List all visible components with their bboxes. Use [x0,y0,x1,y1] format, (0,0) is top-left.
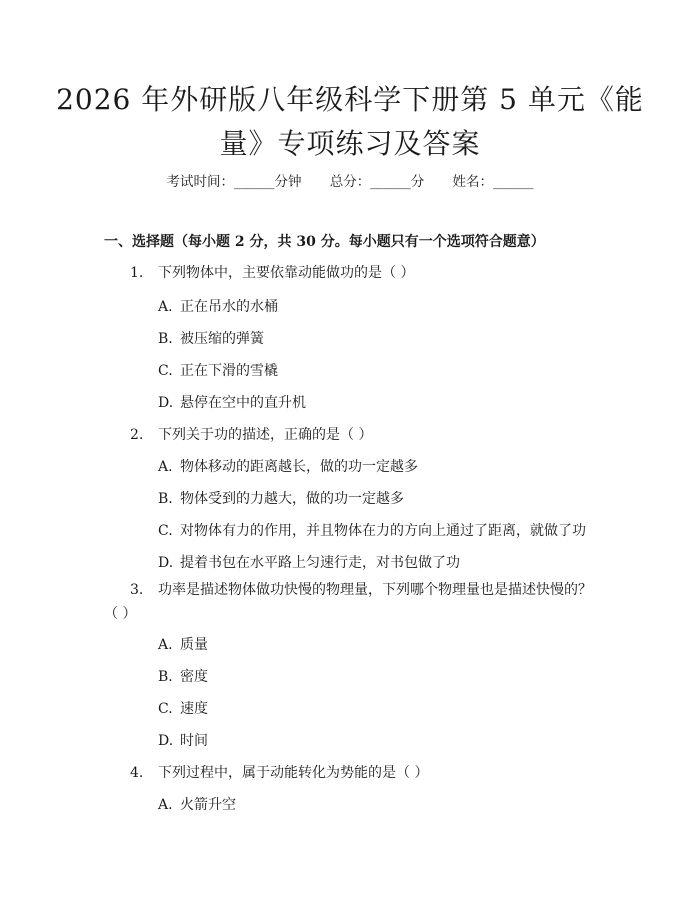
option-1a [158,296,278,316]
option-3c [158,698,208,718]
option-2d [158,552,460,572]
question-text: 下列物体中，主要依靠动能做功的是（ ） [158,265,415,281]
section-heading: 一、选择题（每小题 2 分，共 30 分。每小题只有一个选项符合题意） [104,234,545,250]
option-text: 提着书包在水平路上匀速行走，对书包做了功 [180,555,460,571]
option-letter: A. [158,459,173,475]
question-text: 下列过程中，属于动能转化为势能的是（ ） [158,765,429,781]
option-text: 正在吊水的水桶 [180,299,278,315]
option-text: 时间 [180,733,208,749]
question-number: 3. [130,582,144,598]
option-letter: D. [158,733,174,749]
question-number: 4. [130,765,144,781]
option-letter: B. [158,331,173,347]
option-1c [158,360,278,380]
exam-time: 考试时间：______分钟 [166,174,302,190]
exam-info [0,170,700,190]
option-letter: C. [158,363,173,379]
option-text: 被压缩的弹簧 [180,331,264,347]
option-3a [158,634,208,654]
option-text: 物体移动的距离越长，做的功一定越多 [180,459,418,475]
option-letter: A. [158,637,173,653]
option-2c [158,520,586,540]
option-letter: B. [158,669,173,685]
option-text: 密度 [180,669,208,685]
student-name: 姓名：______ [452,174,534,190]
option-letter: C. [158,523,173,539]
option-letter: B. [158,491,173,507]
question-1 [130,262,600,282]
total-score: 总分：______分 [329,174,425,190]
question-number: 2. [130,427,144,443]
option-text: 速度 [180,701,208,717]
option-4a [158,794,236,814]
option-letter: D. [158,555,174,571]
option-letter: D. [158,395,174,411]
question-4 [130,762,600,782]
option-text: 物体受到的力越大，做的功一定越多 [180,491,404,507]
option-text: 悬停在空中的直升机 [180,395,306,411]
option-text: 质量 [180,637,208,653]
option-letter: C. [158,701,173,717]
question-2 [130,424,600,444]
title-line-1: 2026 年外研版八年级科学下册第 5 单元《能 [56,83,644,116]
option-2a [158,456,418,476]
option-2b [158,488,404,508]
option-letter: A. [158,797,173,813]
option-text: 对物体有力的作用，并且物体在力的方向上通过了距离，就做了功 [180,523,586,539]
option-3d [158,730,208,750]
option-letter: A. [158,299,173,315]
question-text: 功率是描述物体做功快慢的物理量，下列哪个物理量也是描述快慢的？（ ） [104,582,592,622]
question-3 [104,578,604,626]
title-line-2: 量》专项练习及答案 [219,127,481,160]
option-1b [158,328,264,348]
option-3b [158,666,208,686]
option-text: 火箭升空 [180,797,236,813]
question-text: 下列关于功的描述，正确的是（ ） [158,427,373,443]
document-title [50,78,650,166]
question-number: 1. [130,265,144,281]
option-1d [158,392,306,412]
option-text: 正在下滑的雪橇 [180,363,278,379]
